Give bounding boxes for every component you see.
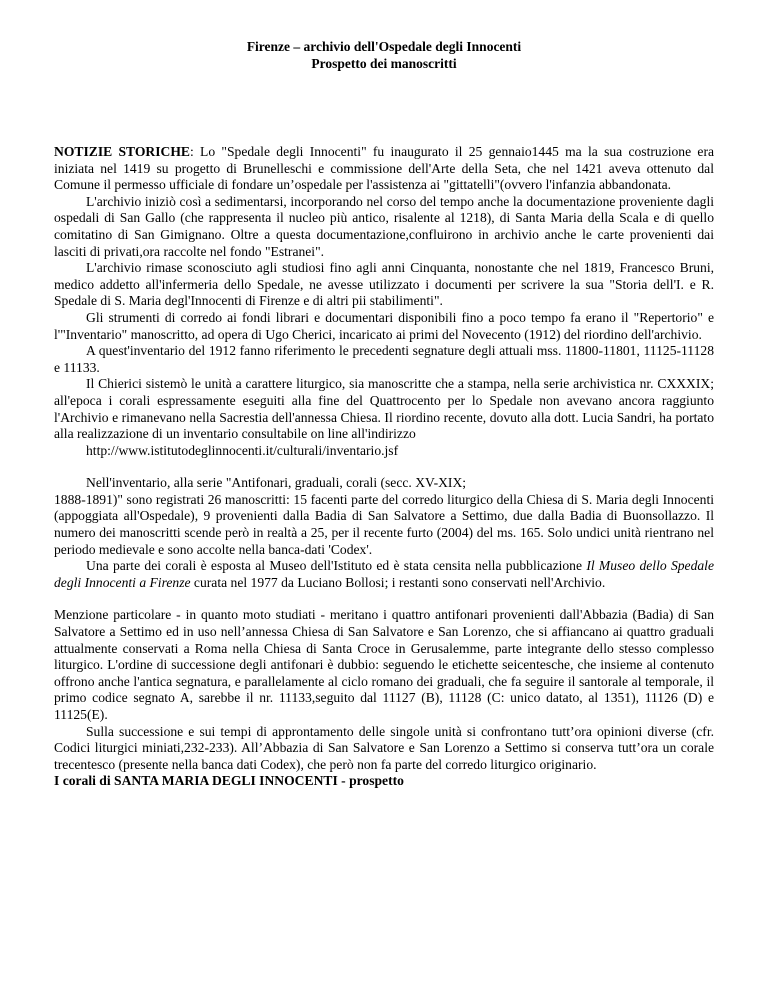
- paragraph-inventory-1912: A quest'inventario del 1912 fanno riferimento le precedenti segnature degli attuali mss. 11800-11801, 11125-11128 e 11133.: [54, 343, 714, 375]
- museum-text-a: Una parte dei corali è esposta al Museo dell'Istituto ed è stata censita nella pubblicazione: [86, 558, 587, 574]
- historical-notes-text: : Lo "Spedale degli Innocenti" fu inaugurato il 25 gennaio1445 ma la sua costruzione era iniziata nel 1419 su progetto di Brunelleschi e commissione dell'Arte della Seta, che nel 1421 aveva ottenuto dal Comune il permesso ufficiale di fondare un’ospedale per l'assistenza ai "gittatelli"(ovvero l'infanzia abbandonata.: [54, 144, 715, 193]
- document-title-line-1: Firenze – archivio dell'Ospedale degli Innocenti: [246, 39, 522, 54]
- paragraph-archive-origin: L'archivio iniziò così a sedimentarsi, incorporando nel corso del tempo anche la documentazione proveniente dagli ospedali di San Gallo (che rappresenta il nucleo più antico, risalente al 1218), di Santa Maria della Scala e di quello comitatino di San Gimignano. Oltre a questa documentazione,confluirono in archivio anche le carte provenienti dai lasciti di privati,ora raccolte nel fondo "Estranei".: [54, 193, 714, 259]
- historical-notes-label: NOTIZIE STORICHE: [54, 144, 190, 159]
- document-body: [54, 144, 714, 790]
- inventory-series-line-1: Nell'inventario, alla serie "Antifonari, graduali, corali (secc. XV-XIX;: [86, 475, 467, 491]
- paragraph-inventory-series: [54, 475, 714, 558]
- paragraph-museum: [54, 558, 714, 591]
- inventory-series-rest: 1888-1891)" sono registrati 26 manoscritti: 15 facenti parte del corredo liturgico della Chiesa di S. Maria degli Innocenti (appoggiata all'Ospedale), 9 provenienti dalla Badia di San Salvatore a Settimo, due dalla Badia di Buonsollazzo. Il numero dei manoscritti scende però in realtà a 25, per il recente furto (2004) del ms. 165. Solo undici unità rientrano nel periodo medievale e sono accolte nella banca-dati 'Codex'.: [54, 491, 714, 557]
- paragraph-chierici: [54, 376, 714, 459]
- document-title-line-2: Prospetto dei manoscritti: [311, 56, 457, 71]
- document-page: [54, 38, 714, 790]
- paragraph-succession: Sulla successione e sui tempi di approntamento delle singole unità si confrontano tutt’ora opinioni diverse (cfr. Codici liturgici miniati,232-233). All’Abbazia di San Salvatore e San Lorenzo a Settimo si conserva tutt’ora un corale trecentesco (presente nella banca dati Codex), che però non fa parte del corredo liturgico originario.: [54, 723, 714, 772]
- museum-publication-title: Il Museo dello Spedale degli Innocenti a Firenze: [54, 558, 714, 590]
- section-title-prospetto: I corali di SANTA MARIA DEGLI INNOCENTI - prospetto: [54, 773, 404, 789]
- paragraph-finding-aids: Gli strumenti di corredo ai fondi librari e documentari disponibili fino a poco tempo fa erano il "Repertorio" e l'"Inventario" manoscritto, ad opera di Ugo Cherici, incaricato ai primi del Novecento (1912) del riordino dell'archivio.: [54, 309, 714, 342]
- paragraph-historical-notes: [54, 144, 714, 194]
- chierici-text: Il Chierici sistemò le unità a carattere liturgico, sia manoscritte che a stampa, nella serie archivistica nr. CXXXIX; all'epoca i corali espressamente eseguiti alla fine del Quattrocento per lo Spedale non avevano ancora raggiunto l'Archivio e rimanevano nella Sacrestia dell'annessa Chiesa. Il riordino recente, dovuto alla dott. Lucia Sandri, ha portato alla realizzazione di un inventario consultabile on line all'indirizzo: [54, 376, 714, 442]
- paragraph-archive-unknown: L'archivio rimase sconosciuto agli studiosi fino agli anni Cinquanta, nonostante che nel 1819, Francesco Bruni, medico addetto all'infermeria dello Spedale, ne avesse utilizzato i documenti per scrivere la sua "Storia dell'I. e R. Spedale di S. Maria degl'Innocenti di Firenze e di altri pii stabilimenti".: [54, 260, 714, 309]
- museum-text-b: curata nel 1977 da Luciano Bollosi; i restanti sono conservati nell'Archivio.: [190, 574, 606, 590]
- inventory-url-link[interactable]: http://www.istitutodeglinnocenti.it/culturali/inventario.jsf: [86, 442, 399, 458]
- paragraph-antiphonaries: Menzione particolare - in quanto moto studiati - meritano i quattro antifonari provenienti dall'Abbazia (Badia) di San Salvatore a Settimo ed in uso nell’annessa Chiesa di San Salvatore e San Lorenzo, che si affiancano ai quattro graduali attualmente conservati a Roma nella Chiesa di Santa Croce in Gerusalemme, parte integrante dello stesso complesso liturgico. L'ordine di successione degli antifonari è dubbio: seguendo le etichette seicentesche, che insieme al contenuto offrono anche l'antica segnatura, e parallelamente al ciclo romano dei graduali, che fa seguire il santorale al temporale, il primo codice segnato A, sarebbe il nr. 11133,seguito dal 11127 (B), 11128 (C: unico datato, al 1351), 11126 (D) e 11125(E).: [54, 607, 714, 722]
